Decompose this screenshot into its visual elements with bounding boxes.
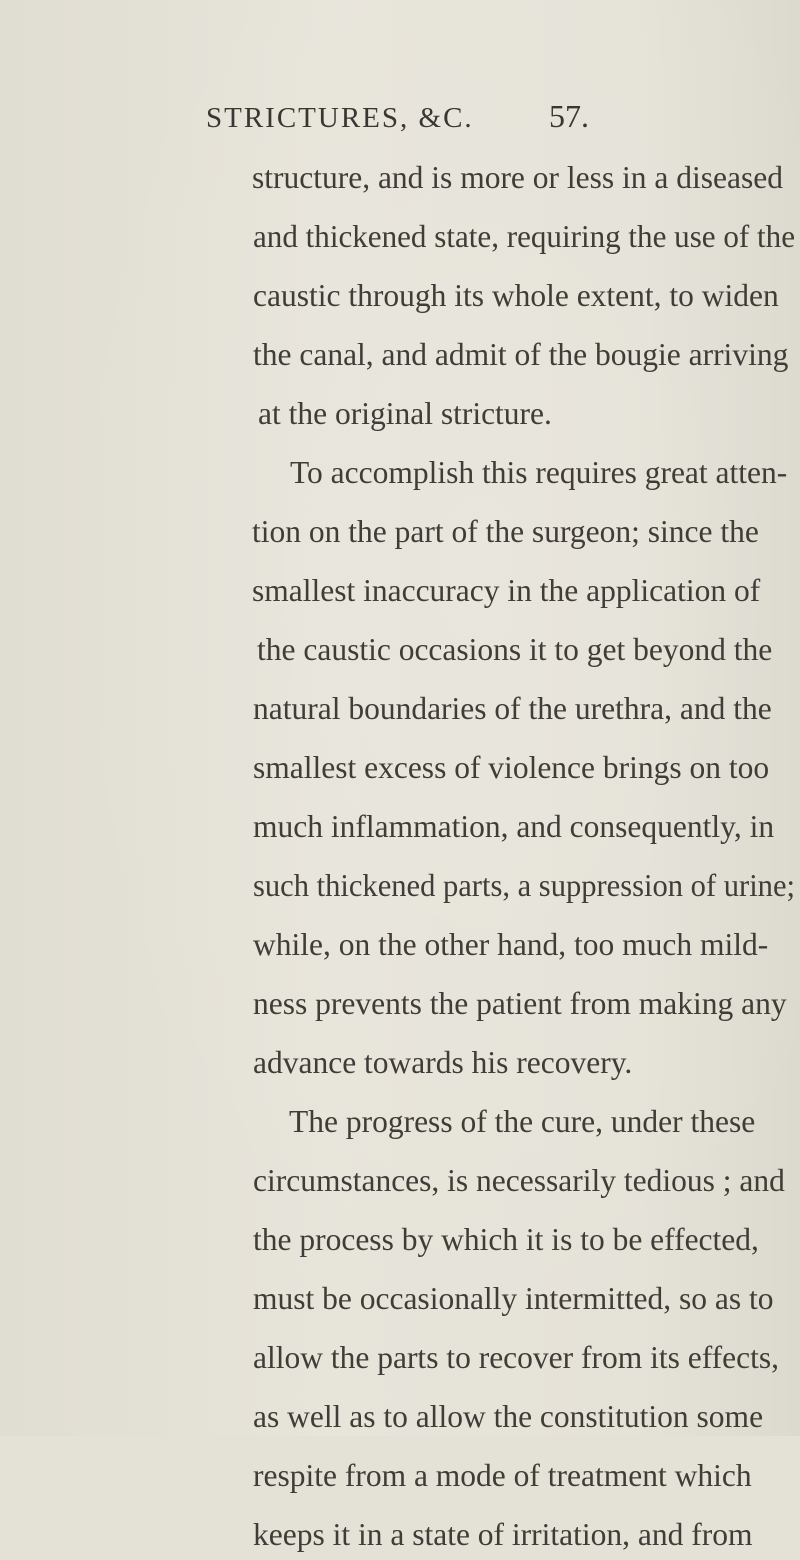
page-number: 57.: [549, 98, 589, 134]
running-head: [206, 90, 626, 134]
text-line: advance towards his recovery.: [253, 1045, 633, 1080]
text-line: respite from a mode of treatment which: [253, 1458, 752, 1493]
text-line: smallest inaccuracy in the application of: [252, 573, 761, 608]
text-line: while, on the other hand, too much mild-: [253, 927, 769, 962]
text-line: the caustic occasions it to get beyond the: [257, 632, 773, 667]
text-line: must be occasionally intermitted, so as to: [253, 1281, 774, 1316]
text-line: The progress of the cure, under these: [289, 1104, 756, 1139]
text-line: keeps it in a state of irritation, and from: [253, 1517, 753, 1552]
text-line: structure, and is more or less in a diseased: [252, 160, 783, 195]
text-line: caustic through its whole extent, to widen: [253, 278, 779, 313]
text-line: the canal, and admit of the bougie arriving: [253, 337, 789, 372]
text-line: allow the parts to recover from its effects,: [253, 1340, 779, 1375]
text-line: To accomplish this requires great atten-: [290, 455, 788, 490]
text-line: natural boundaries of the urethra, and the: [253, 691, 772, 726]
text-line: much inflammation, and consequently, in: [253, 809, 775, 844]
text-line: at the original stricture.: [258, 396, 552, 431]
text-line: smallest excess of violence brings on too: [253, 750, 770, 785]
text-line: such thickened parts, a suppression of urine;: [253, 868, 795, 903]
text-line: circumstances, is necessarily tedious ; and: [253, 1163, 785, 1198]
running-head-title: STRICTURES, &C.: [206, 102, 474, 134]
text-line: and thickened state, requiring the use of the: [253, 219, 795, 254]
text-line: ness prevents the patient from making any: [253, 986, 787, 1021]
text-line: as well as to allow the constitution some: [253, 1399, 764, 1434]
text-line: tion on the part of the surgeon; since the: [252, 514, 759, 549]
text-line: the process by which it is to be effected,: [253, 1222, 759, 1257]
